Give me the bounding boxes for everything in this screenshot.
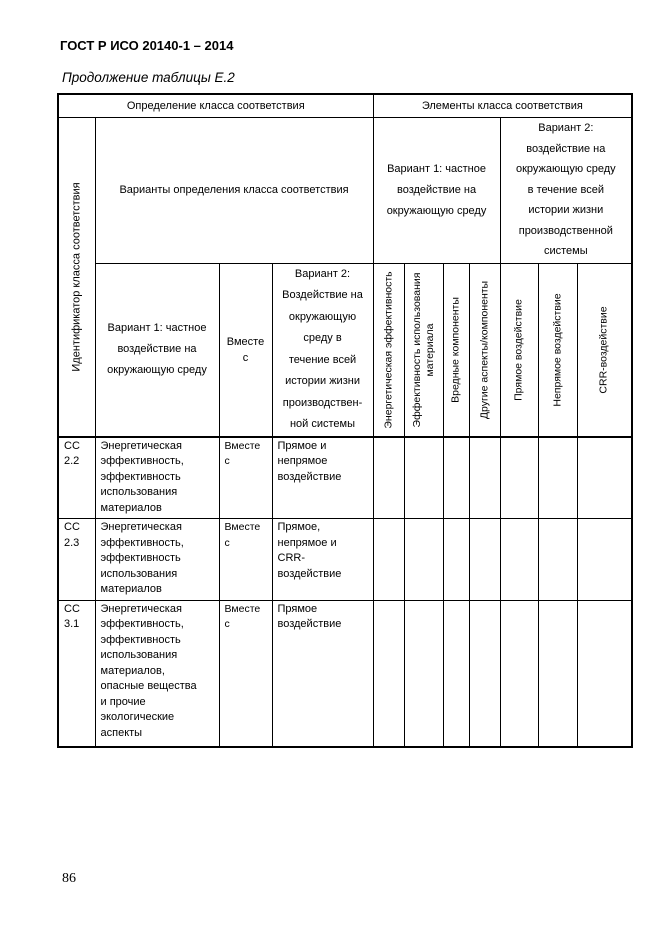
table-row <box>58 519 632 601</box>
empty-cell <box>373 437 404 519</box>
row-together-line: Вместе <box>224 439 261 452</box>
empty-cell <box>469 437 500 519</box>
empty-cell <box>443 519 469 601</box>
definition-variant1-line: воздействие на <box>117 343 197 355</box>
id-header <box>58 117 95 437</box>
subcol-line: Непрямое воздействие <box>551 292 564 407</box>
row-variant1-cell <box>95 437 219 519</box>
row-id-line: CC <box>64 602 80 615</box>
row-together-cell <box>219 437 272 519</box>
row-variant1-line: и прочие <box>100 695 146 708</box>
row-together-line: с <box>224 455 230 467</box>
definition-variant2-line: Вариант 2: <box>294 267 351 280</box>
row-variant2-line: Прямое, <box>277 521 321 533</box>
row-variant1-line: материалов <box>100 501 162 514</box>
subcol-harmful-components-text <box>450 297 463 403</box>
empty-cell <box>500 437 538 519</box>
subcol-direct-impact <box>500 263 538 437</box>
row-together-line: с <box>224 536 230 549</box>
elements-variant2-line: воздействие на <box>526 142 606 155</box>
definition-variant2-line: ной системы <box>289 418 356 430</box>
row-variant1-line: Энергетическая <box>100 439 182 452</box>
row-id-line: CC <box>64 521 80 533</box>
row-variant2-line: непрямое <box>277 455 328 467</box>
empty-cell <box>577 519 632 601</box>
row-variant1-cell <box>95 519 219 601</box>
row-variant1-line: опасные вещества <box>100 680 197 692</box>
definition-variant1-header <box>95 263 219 437</box>
row-variant1-line: эффективность <box>100 470 181 483</box>
document-header: ГОСТ Р ИСО 20140-1 – 2014 <box>60 38 234 53</box>
conformance-class-table <box>57 93 633 748</box>
row-variant2-line: непрямое и <box>277 536 337 549</box>
row-id-line: 2.3 <box>64 536 80 549</box>
subcol-indirect-impact <box>538 263 577 437</box>
row-variant2-cell <box>272 437 373 519</box>
subcol-line: Эффективность использования <box>410 272 423 427</box>
elements-variant2-header <box>500 117 632 263</box>
subcol-harmful-components <box>443 263 469 437</box>
elements-variant2-line: Вариант 2: <box>538 122 594 135</box>
definition-variant1-line: Вариант 1: частное <box>107 322 207 334</box>
subcol-other-aspects-text <box>478 280 491 418</box>
row-variant1-line: использования <box>100 649 178 661</box>
empty-cell <box>404 437 443 519</box>
elements-variant2-line: системы <box>544 245 588 258</box>
row-id-cell <box>58 437 95 519</box>
elements-variant1-line: окружающую среду <box>386 204 487 217</box>
elements-variant1-header <box>373 117 500 263</box>
row-variant1-line: аспекты <box>100 726 143 739</box>
empty-cell <box>500 600 538 747</box>
row-variant1-line: использования <box>100 486 178 498</box>
definition-variant2-line: производствен- <box>282 396 363 409</box>
empty-cell <box>500 519 538 601</box>
definition-header: Определение класса соответствия <box>58 94 373 117</box>
empty-cell <box>538 519 577 601</box>
row-variant1-line: Энергетическая <box>100 521 182 533</box>
empty-cell <box>404 600 443 747</box>
elements-variant2-line: истории жизни <box>528 204 604 217</box>
row-variant2-line: Прямое и <box>277 439 327 452</box>
row-id-line: 2.2 <box>64 455 80 467</box>
empty-cell <box>373 519 404 601</box>
row-variant1-line: Энергетическая <box>100 602 182 615</box>
row-variant2-line: воздействие <box>277 567 342 580</box>
elements-header: Элементы класса соответствия <box>373 94 632 117</box>
elements-variant2-line: окружающую среду <box>515 163 616 176</box>
row-variant1-line: эффективность <box>100 552 181 564</box>
row-variant2-line: Прямое <box>277 602 318 615</box>
definition-variant2-line: истории жизни <box>285 375 360 387</box>
empty-cell <box>577 437 632 519</box>
empty-cell <box>469 519 500 601</box>
subcol-material-efficiency-text <box>411 272 437 427</box>
empty-cell <box>577 600 632 747</box>
row-id-cell <box>58 600 95 747</box>
row-variant2-line: CRR- <box>277 552 305 564</box>
row-variant1-line: экологические <box>100 711 175 723</box>
definition-variant2-header <box>272 263 373 437</box>
subcol-direct-impact-text <box>513 299 526 401</box>
row-variant1-cell <box>95 600 219 747</box>
subcol-line: материала <box>423 323 436 376</box>
row-variant2-cell <box>272 600 373 747</box>
row-together-cell <box>219 519 272 601</box>
row-variant2-cell <box>272 519 373 601</box>
variants-header: Варианты определения класса соответствия <box>95 117 373 263</box>
empty-cell <box>538 437 577 519</box>
definition-together-line: Вместе <box>226 335 265 348</box>
definition-variant1-line: окружающую среду <box>107 364 207 376</box>
subcol-line: Прямое воздействие <box>512 298 525 401</box>
subcol-crr-impact-text <box>598 306 611 393</box>
empty-cell <box>443 600 469 747</box>
row-variant2-line: воздействие <box>277 470 342 483</box>
subcol-line: CRR-воздействие <box>597 305 610 394</box>
subcol-line: Другие аспекты/компоненты <box>478 280 491 419</box>
row-variant1-line: эффективность, <box>100 536 184 549</box>
row-together-line: Вместе <box>224 521 261 533</box>
table-caption: Продолжение таблицы Е.2 <box>62 70 235 85</box>
row-variant2-line: воздействие <box>277 618 342 630</box>
subcol-energy-efficiency-text <box>382 271 395 428</box>
elements-variant1-line: воздействие на <box>396 183 477 196</box>
definition-variant2-line: среду в <box>303 332 342 344</box>
id-header-text: Идентификатор класса соответствия <box>70 181 83 372</box>
definition-variant2-line: течение всей <box>288 353 357 366</box>
row-variant1-line: эффективность, <box>100 455 184 467</box>
row-id-line: 3.1 <box>64 618 80 630</box>
row-together-line: с <box>224 618 230 630</box>
subcol-indirect-impact-text <box>551 293 564 406</box>
row-id-line: CC <box>64 439 80 452</box>
definition-variant2-line: окружающую <box>288 310 357 323</box>
empty-cell <box>469 600 500 747</box>
empty-cell <box>538 600 577 747</box>
row-variant1-line: эффективность, <box>100 618 184 630</box>
elements-variant2-line: в течение всей <box>527 183 604 196</box>
empty-cell <box>373 600 404 747</box>
row-variant1-line: использования <box>100 567 178 580</box>
elements-variant1-line: Вариант 1: частное <box>387 162 486 175</box>
subcol-crr-impact <box>577 263 632 437</box>
elements-variant2-line: производственной <box>518 224 613 237</box>
definition-variant2-line: Воздействие на <box>282 289 363 301</box>
definition-together-line: с <box>242 351 249 364</box>
row-variant1-line: эффективность <box>100 633 181 646</box>
page-number: 86 <box>62 871 76 886</box>
subcol-other-aspects <box>469 263 500 437</box>
subcol-line: Энергетическая эффективность <box>382 270 395 429</box>
table-row <box>58 437 632 519</box>
definition-together-header <box>219 263 272 437</box>
row-together-line: Вместе <box>224 602 261 615</box>
subcol-energy-efficiency <box>373 263 404 437</box>
table-row <box>58 600 632 747</box>
empty-cell <box>404 519 443 601</box>
row-id-cell <box>58 519 95 601</box>
subcol-line: Вредные компоненты <box>449 296 462 403</box>
empty-cell <box>443 437 469 519</box>
row-variant1-line: материалов, <box>100 664 165 677</box>
row-together-cell <box>219 600 272 747</box>
subcol-material-efficiency <box>404 263 443 437</box>
row-variant1-line: материалов <box>100 583 162 595</box>
